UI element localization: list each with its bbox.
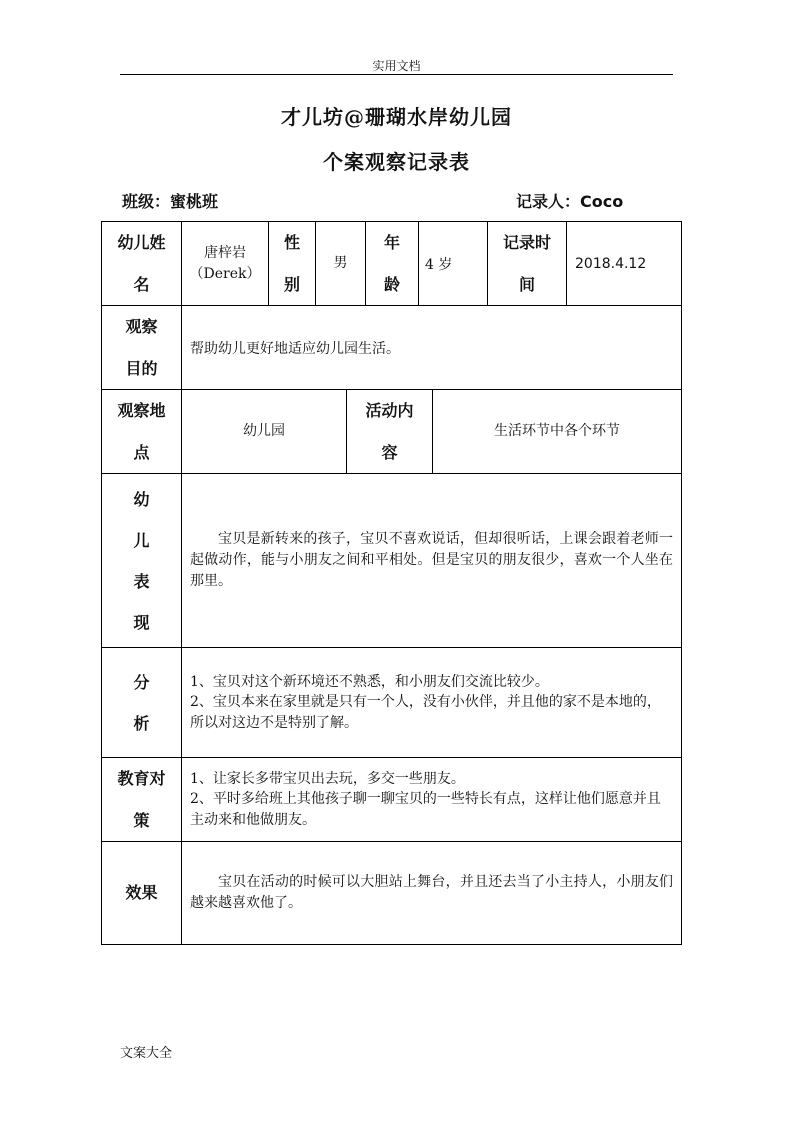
record-time-value <box>567 222 681 306</box>
analysis-char-2: 析 <box>133 713 150 733</box>
analysis-item: 1、宝贝对这个新环境还不熟悉，和小朋友们交流比较少。 <box>190 673 549 690</box>
child-name-english: （Derek） <box>189 265 261 282</box>
document-subtitle: 个案观察记录表 <box>323 150 470 174</box>
analysis-item: 2、宝贝本来在家里就是只有一个人，没有小伙伴，并且他的家不是本地的，所以对这边不是特别了解。 <box>190 694 661 731</box>
age-text: 4 岁 <box>425 256 453 273</box>
age-value <box>419 222 488 306</box>
child-performance-value <box>182 474 681 648</box>
strategy-label-line1: 教育对 <box>117 768 166 788</box>
document-title: 才儿坊@珊瑚水岸幼儿园 <box>281 105 512 129</box>
performance-char-3: 表 <box>133 571 150 591</box>
observation-purpose-value <box>182 306 681 390</box>
age-label-line2: 龄 <box>383 274 400 294</box>
strategy-item: 1、让家长多带宝贝出去玩，多交一些朋友。 <box>190 770 465 787</box>
place-label-line1: 观察地 <box>117 400 166 420</box>
record-time-label <box>488 222 567 306</box>
activity-content-label <box>347 390 433 474</box>
record-time-label-line2: 间 <box>518 274 535 294</box>
gender-label-line1: 性 <box>283 232 300 252</box>
analysis-label <box>102 648 182 758</box>
observation-table <box>101 221 682 945</box>
purpose-label-line1: 观察 <box>125 316 158 336</box>
child-name-label-line2: 名 <box>133 274 150 294</box>
effect-label-text: 效果 <box>125 883 158 902</box>
child-name-label <box>102 222 182 306</box>
purpose-text: 帮助幼儿更好地适应幼儿园生活。 <box>190 340 400 357</box>
age-label-line1: 年 <box>383 232 400 252</box>
performance-char-4: 现 <box>133 612 150 632</box>
strategy-label-line2: 策 <box>133 810 150 830</box>
gender-value <box>316 222 366 306</box>
gender-label-line2: 别 <box>283 274 300 294</box>
recorder-label: 记录人： <box>516 192 581 211</box>
child-name-value <box>182 222 269 306</box>
performance-text: 宝贝是新转来的孩子，宝贝不喜欢说话，但却很听话，上课会跟着老师一起做动作，能与小朋友之间和平相处。但是宝贝的朋友很少，喜欢一个人坐在那里。 <box>190 531 673 589</box>
observation-place-label <box>102 390 182 474</box>
activity-label-line1: 活动内 <box>365 400 414 420</box>
age-label <box>366 222 419 306</box>
effect-text: 宝贝在活动的时候可以大胆站上舞台，并且还去当了小主持人，小朋友们越来越喜欢他了。 <box>190 874 673 911</box>
strategy-list <box>182 769 681 831</box>
recorder-value: Coco <box>580 192 624 211</box>
class-info <box>122 189 218 212</box>
gender-label <box>269 222 316 306</box>
observation-place-value <box>182 390 347 474</box>
place-label-line2: 点 <box>133 442 150 462</box>
page-footer: 文案大全 <box>120 1046 173 1061</box>
child-name-chinese: 唐梓岩 <box>203 244 246 261</box>
recorder-info <box>516 189 623 212</box>
activity-label-line2: 容 <box>381 442 398 462</box>
purpose-label-line2: 目的 <box>125 358 158 378</box>
effect-value <box>182 842 681 944</box>
performance-char-1: 幼 <box>133 489 150 509</box>
education-strategy-label <box>102 758 182 842</box>
analysis-value <box>182 648 681 758</box>
performance-char-2: 儿 <box>133 530 150 550</box>
record-time-text: 2018.4.12 <box>575 255 647 272</box>
header-divider <box>120 74 673 75</box>
page-header: 实用文档 <box>372 59 421 73</box>
place-text: 幼儿园 <box>243 423 285 439</box>
effect-label <box>102 842 182 944</box>
child-performance-label <box>102 474 182 648</box>
education-strategy-value <box>182 758 681 842</box>
analysis-char-1: 分 <box>133 672 150 692</box>
analysis-list <box>182 672 681 734</box>
class-label: 班级： <box>122 192 171 211</box>
class-value: 蜜桃班 <box>170 192 219 211</box>
gender-text: 男 <box>333 255 348 271</box>
activity-content-value <box>433 390 681 474</box>
observation-purpose-label <box>102 306 182 390</box>
child-name-label-line1: 幼儿姓 <box>117 232 166 252</box>
activity-text: 生活环节中各个环节 <box>494 423 620 439</box>
record-time-label-line1: 记录时 <box>502 232 551 252</box>
strategy-item: 2、平时多给班上其他孩子聊一聊宝贝的一些特长有点，这样让他们愿意并且主动来和他做朋友。 <box>190 791 661 828</box>
